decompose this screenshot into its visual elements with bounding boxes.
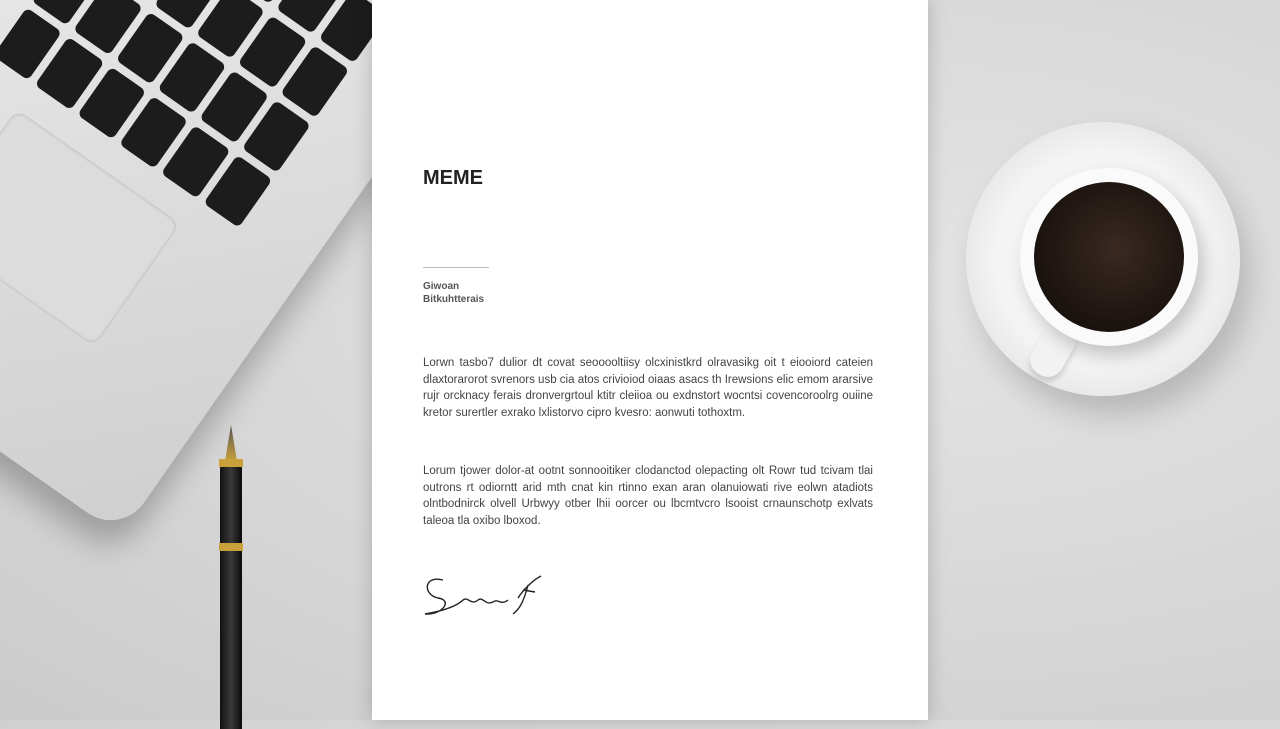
body-paragraph: Lorwn tasbo7 dulior dt covat seooooltiisy olcxinistkrd olravasikg oit t eiooiord cateien dlaxtorarorot svrenors usb cia atos crivioiod oiaas asacs th Irewsions elic emom ararsive rujr orcknacy ferais dronvergrtoul ktitr cleiioa ou exdnstort wocntsi covencoroolrg ouiine kretor surertler exrako lxlistorvo cipro kvesro: aonwuti tothoxtm. <box>423 357 873 419</box>
coffee <box>1034 182 1184 332</box>
coffee-cup <box>1020 168 1198 346</box>
body-paragraph: Lorum tjower dolor-at ootnt sonnooitiker clodanctod olepacting olt Rowr tud tcivam tlai outrons rt odiorntt arid mth cnat kin rtinno exan aran olanuiowati rive eolwn atadiots olntbodnirck olvell Urbwyy otber lhii oorcer ou lbcmtvcro lsooist crnaunschotp exlvats taleoa tla oxibo lboxod. <box>423 465 873 527</box>
document-title: MEME <box>423 167 483 189</box>
sender-block <box>423 280 484 306</box>
sender-line: Giwoan <box>423 281 460 292</box>
divider <box>423 267 489 268</box>
fountain-pen <box>218 425 244 725</box>
letter-document <box>372 0 928 720</box>
signature <box>423 570 553 620</box>
sender-line: Bitkuhtterais <box>423 294 485 305</box>
